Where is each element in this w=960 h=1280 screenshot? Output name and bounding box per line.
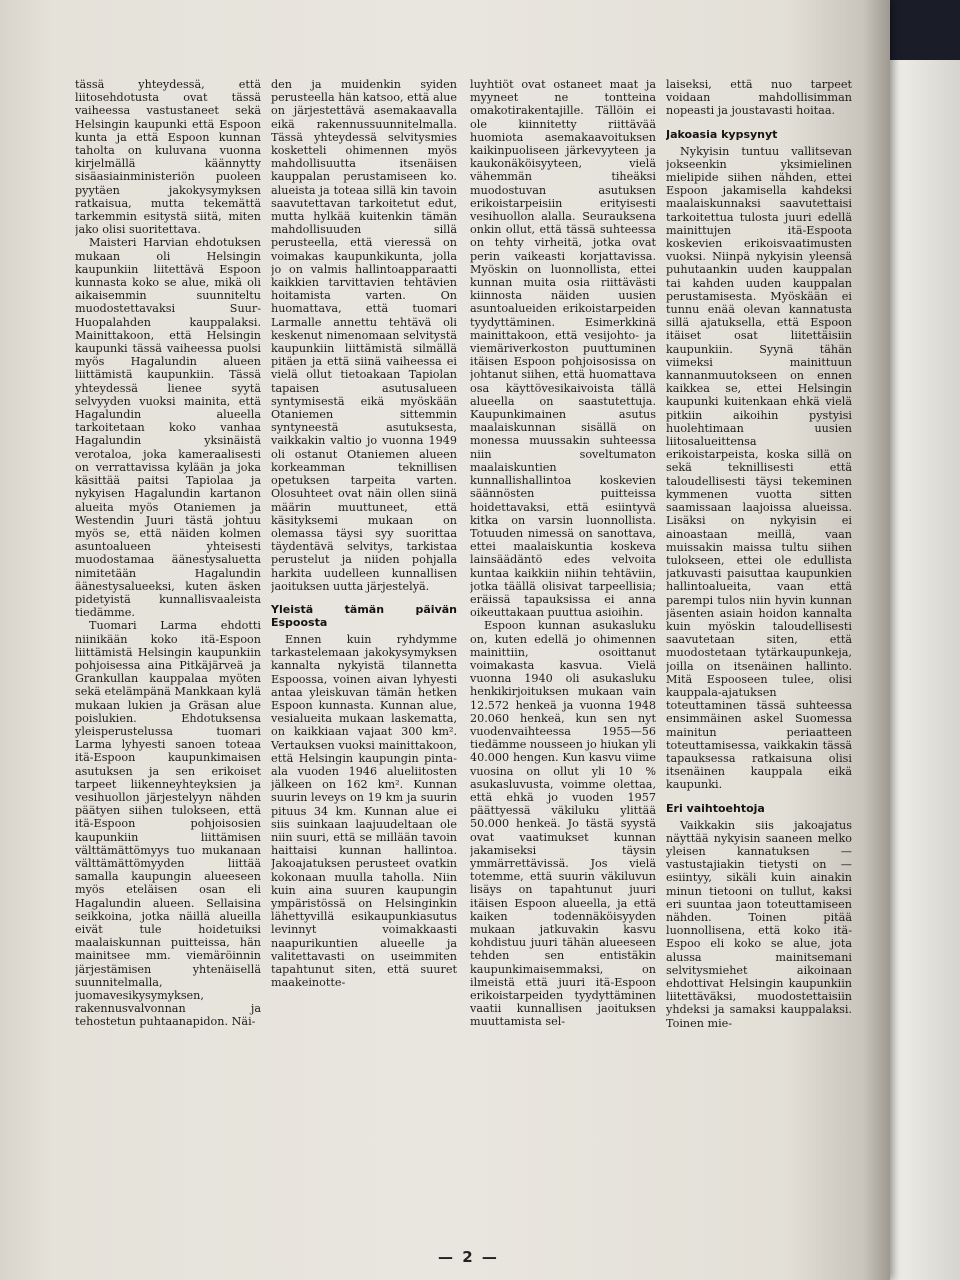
paragraph: Ennen kuin ryhdymme tarkastelemaan jakokysymyksen kannalta nykyistä tilannetta Espoossa, voinen aivan lyhyesti antaa yleiskuvan tämän hetken Espoon kunnasta. Kunnan alue, vesialueita mukaan laskematta, on kaikkiaan vajaat 300 km². Vertauksen vuoksi mainittakoon, että Helsingin kaupungin pinta-ala vuoden 1946 alueliitosten jälkeen on 162 km². Kunnan suurin leveys on 19 km ja suurin pituus 34 km. Kunnan alue ei siis suinkaan laajuudeltaan ole niin suuri, että se millään tavoin haittaisi kunnan hallintoa. Jakoajatuksen perusteet ovatkin kokonaan muulla taholla. Niin kuin aina suuren kaupungin ympäristössä on Helsinginkin lähettyvillä esikaupunkiasutus levinnyt voimakkaasti naapurikuntien alueelle ja valitettavasti on useimmiten tapahtunut siten, että suuret maakeinotte- [271, 632, 457, 990]
paragraph: Nykyisin tuntuu vallitsevan jokseenkin yksimielinen mielipide siihen nähden, ettei Espoon jakamisella kahdeksi maalaiskunnaksi saavutettaisi tarkoitettua tulosta juuri edellä mainittujen itä-Espoota koskevien erikoisvaatimusten vuoksi. Niinpä nykyisin yleensä puhutaankin uuden kauppalan tai kahden uuden kauppalan perustamisesta. Myöskään ei tunnu enää olevan kannatusta sillä ajatuksella, että Espoon itäiset osat liitettäisiin kaupunkiin. Syynä tähän viimeksi mainittuun kannanmuutokseen on ennen kaikkea se, ettei Helsingin kaupunki kuitenkaan ehkä vielä pitkiin aikoihin pystyisi huolehtimaan uusien liitosalueittensa erikoistarpeista, koska sillä on sekä teknillisesti että taloudellisesti täysi tekeminen kymmenen vuotta sitten saamissaan laajoissa alueissa. Lisäksi on nykyisin ei ainoastaan meillä, vaan muissakin maissa tultu siihen tulokseen, ettei ole edullista jatkuvasti paisuttaa kaupunkien hallintoalueita, vaan että parempi tulos niin hyvin kunnan jäsenten asiain hoidon kannalta kuin myöskin taloudellisesti saavutetaan siten, että muodostetaan tytärkaupunkeja, joilla on itsenäinen hallinto. Mitä Espooseen tulee, olisi kauppala-ajatuksen toteuttaminen tässä suhteessa ensimmäinen askel Suomessa mainitun periaatteen toteuttamisessa, vaikkakin tässä tapauksessa ratkaisuna olisi itsenäinen kauppala eikä kaupunki. [666, 144, 852, 792]
paragraph: laiseksi, että nuo tarpeet voidaan mahdollisimman nopeasti ja joustavasti hoitaa. [666, 78, 852, 118]
page-number: — 2 — [438, 1248, 499, 1266]
paragraph: Vaikkakin siis jakoajatus näyttää nykyisin saaneen melko yleisen kannatuksen — vastustajiakin tietysti on — esiintyy, sikäli kuin ainakin minun tietooni on tullut, kaksi eri suuntaa jaon toteuttamiseen nähden. Toinen pitää luonnollisena, että koko itä-Espoo eli koko se alue, jota alussa mainitsemani selvitysmiehet aikoinaan ehdottivat Helsingin kaupunkiin liitettäväksi, muodostettaisiin yhdeksi ja samaksi kauppalaksi. Toinen mie- [666, 818, 852, 1030]
text-column-4 [666, 78, 852, 1240]
book-corner [885, 0, 960, 60]
text-column-2 [271, 78, 457, 1240]
paragraph: Maisteri Harvian ehdotuksen mukaan oli Helsingin kaupunkiin liitettävä Espoon kunnasta koko se alue, mikä oli aikaisemmin suunniteltu muodostettavaksi Suur-Huopalahden kauppalaksi. Mainittakoon, että Helsingin kaupunki tässä vaiheessa puolsi myös Hagalundin alueen liittämistä kaupunkiin. Tässä yhteydessä lienee syytä selvyyden vuoksi mainita, että Hagalundin alueella tarkoitetaan koko vanhaa Hagalundin yksinäistä verotaloa, joka kameraalisesti on verrattavissa kylään ja joka käsittää paitsi Tapiolaa ja nykyisen Hagalundin kartanon alueita myös Otaniemen ja Westendin Juuri tästä johtuu myös se, että näiden kolmen asuntoalueen yhteisesti muodostamaa äänestysaluetta nimitetään Hagalundin äänestysalueeksi, kuten äsken pidetyistä kunnallisvaaleista tiedämme. [75, 236, 261, 620]
paragraph: den ja muidenkin syiden perusteella hän katsoo, että alue on järjestettävä asemakaavalla eikä rakennussuunnitelmalla. Tässä yhteydessä selvitysmies kosketteli ohimennen myös mahdollisuutta itsenäisen kauppalan perustamiseen ko. alueista ja toteaa sillä kin tavoin saavutettavan tarkoitetut edut, mutta hylkää kuitenkin tämän mahdollisuuden sillä perusteella, että vieressä on voimakas kaupunkikunta, jolla jo on valmis hallintoapparaatti kaikkien tarvittavien tehtävien hoitamista varten. On huomattava, että tuomari Larmalle annettu tehtävä oli keskenut nimenomaan selvitystä kaupunkiin liittämistä silmällä pitäen ja että siinä vaiheessa ei vielä ollut tietoakaan Tapiolan tapaisen asutusalueen syntymisestä eikä myöskään Otaniemen sittemmin syntyneestä asutuksesta, vaikkakin valtio jo vuonna 1949 oli ostanut Otaniemen alueen korkeamman teknillisen opetuksen tarpeita varten. Olosuhteet ovat näin ollen siinä määrin muuttuneet, että käsityksemi mukaan on olemassa täysi syy suorittaa täydentävä selvitys, tarkistaa perustelut ja niiden pohjalla harkita uudelleen kunnallisen jaoituksen uutta järjestelyä. [271, 78, 457, 593]
paragraph: Espoon kunnan asukasluku on, kuten edellä jo ohimennen mainittiin, osoittanut voimakasta kasvua. Vielä vuonna 1940 oli asukasluku henkikirjoituksen mukaan vain 12.572 henkeä ja vuonna 1948 20.060 henkeä, kun sen nyt vuodenvaihteessa 1955—56 tiedämme nousseen jo hiukan yli 40.000 hengen. Kun kasvu viime vuosina on ollut yli 10 % asukasluvusta, voimme olettaa, että ehkä jo vuoden 1957 päättyessä väkiluku ylittää 50.000 henkeä. Jo tästä syystä ovat vaatimukset kunnan jakamiseksi täysin ymmärrettävissä. Jos vielä totemme, että suurin väkiluvun lisäys on tapahtunut juuri itäisen Espoon alueella, ja että kaiken todennäköisyyden mukaan jatkuvakin kasvu kohdistuu juuri tähän alueeseen tehden sen entistäkin kaupunkimaisemmaksi, on ilmeistä että juuri itä-Espoon erikoistarpeiden tyydyttäminen vaatii kunnallisen jaoituksen muuttamista sel- [470, 619, 656, 1029]
section-heading: Yleistä tämän päivän Espoosta [271, 602, 457, 629]
paragraph: Tuomari Larma ehdotti niinikään koko itä-Espoon liittämistä Helsingin kaupunkiin pohjoisessa aina Pitkäjärveä ja Grankullan kauppalaa myöten sekä etelämpänä Mankkaan kylä mukaan lukien ja Gräsan alue poislukien. Ehdotuksensa yleisperustelussa tuomari Larma lyhyesti sanoen toteaa itä-Espoon kaupunkimaisen asutuksen ja sen erikoiset tarpeet liikenneyhteyksien ja vesihuollon järjestelyyn nähden päätyen siihen tulokseen, että itä-Espoon pohjoisosien kaupunkiin liittämisen välttämättömyys tuo mukanaan välttämättömyyden liittää samalla kaupungin alueeseen myös eteläisen osan eli Hagalundin alueen. Sellaisina seikkoina, jotka näillä alueilla eivät tule hoidetuiksi maalaiskunnan puitteissa, hän mainitsee mm. viemäröinnin järjestämisen yhtenäisellä suunnitelmalla, juomavesikysymyksen, rakennusvalvonnan ja tehostetun puhtaanapidon. Näi- [75, 619, 261, 1029]
section-heading: Jakoasia kypsynyt [666, 127, 778, 141]
paragraph: luyhtiöt ovat ostaneet maat ja myyneet ne tontteina omakotirakentajille. Tällöin ei ole kiinnitetty riittävää huomiota asemakaavoituksen kaikinpuoliseen järkevyyteen ja kaukonäköisyyteen, vielä vähemmän tiheäksi muodostuvan asutuksen erikoistarpeisiin erityisesti vesihuollon alalla. Seurauksena onkin ollut, että tässä suhteessa on tehty virheitä, jotka ovat perin vaikeasti korjattavissa. Myöskin on luonnollista, ettei kunnan muita osia riittävästi kiinnosta näiden uusien asuntoalueiden erikoistarpeiden tyydyttäminen. Esimerkkinä mainittakoon, että vesijohto- ja viemäriverkoston puuttuminen itäisen Espoon pohjoisosissa on johtanut siihen, että huomattava osa käyttövesikaivoista tällä alueella on saastutettuja. Kaupunkimainen asutus maalaiskunnan sisällä on monessa muussakin suhteessa niin soveltumaton maalaiskuntien kunnallishallintoa koskevien säännösten puitteissa hoidettavaksi, että esiintyvä kitka on varsin luonnollista. Totuuden nimessä on sanottava, ettei maalaiskuntia koskeva lainsäädäntö edes velvoita kuntaa kaikkiin niihin tehtäviin, jotka täällä olisivat tarpeellisia; eräissä tapauksissa ei anna oikeuttakaan puuttua asioihin. [470, 78, 656, 620]
paragraph: tässä yhteydessä, että liitosehdotusta ovat tässä vaiheessa vastustaneet sekä Helsingin kaupunki että Espoon kunta ja että Espoon kunnan taholta on kuluvana vuonna kirjelmällä käännytty sisäasiainministeriön puoleen pyytäen jakokysymyksen ratkaisua, mutta tekemättä tarkemmin esitystä siitä, miten jako olisi suoritettava. [75, 78, 261, 237]
section-heading: Eri vaihtoehtoja [666, 801, 765, 815]
text-column-1 [75, 78, 261, 1240]
text-column-3 [470, 78, 656, 1240]
